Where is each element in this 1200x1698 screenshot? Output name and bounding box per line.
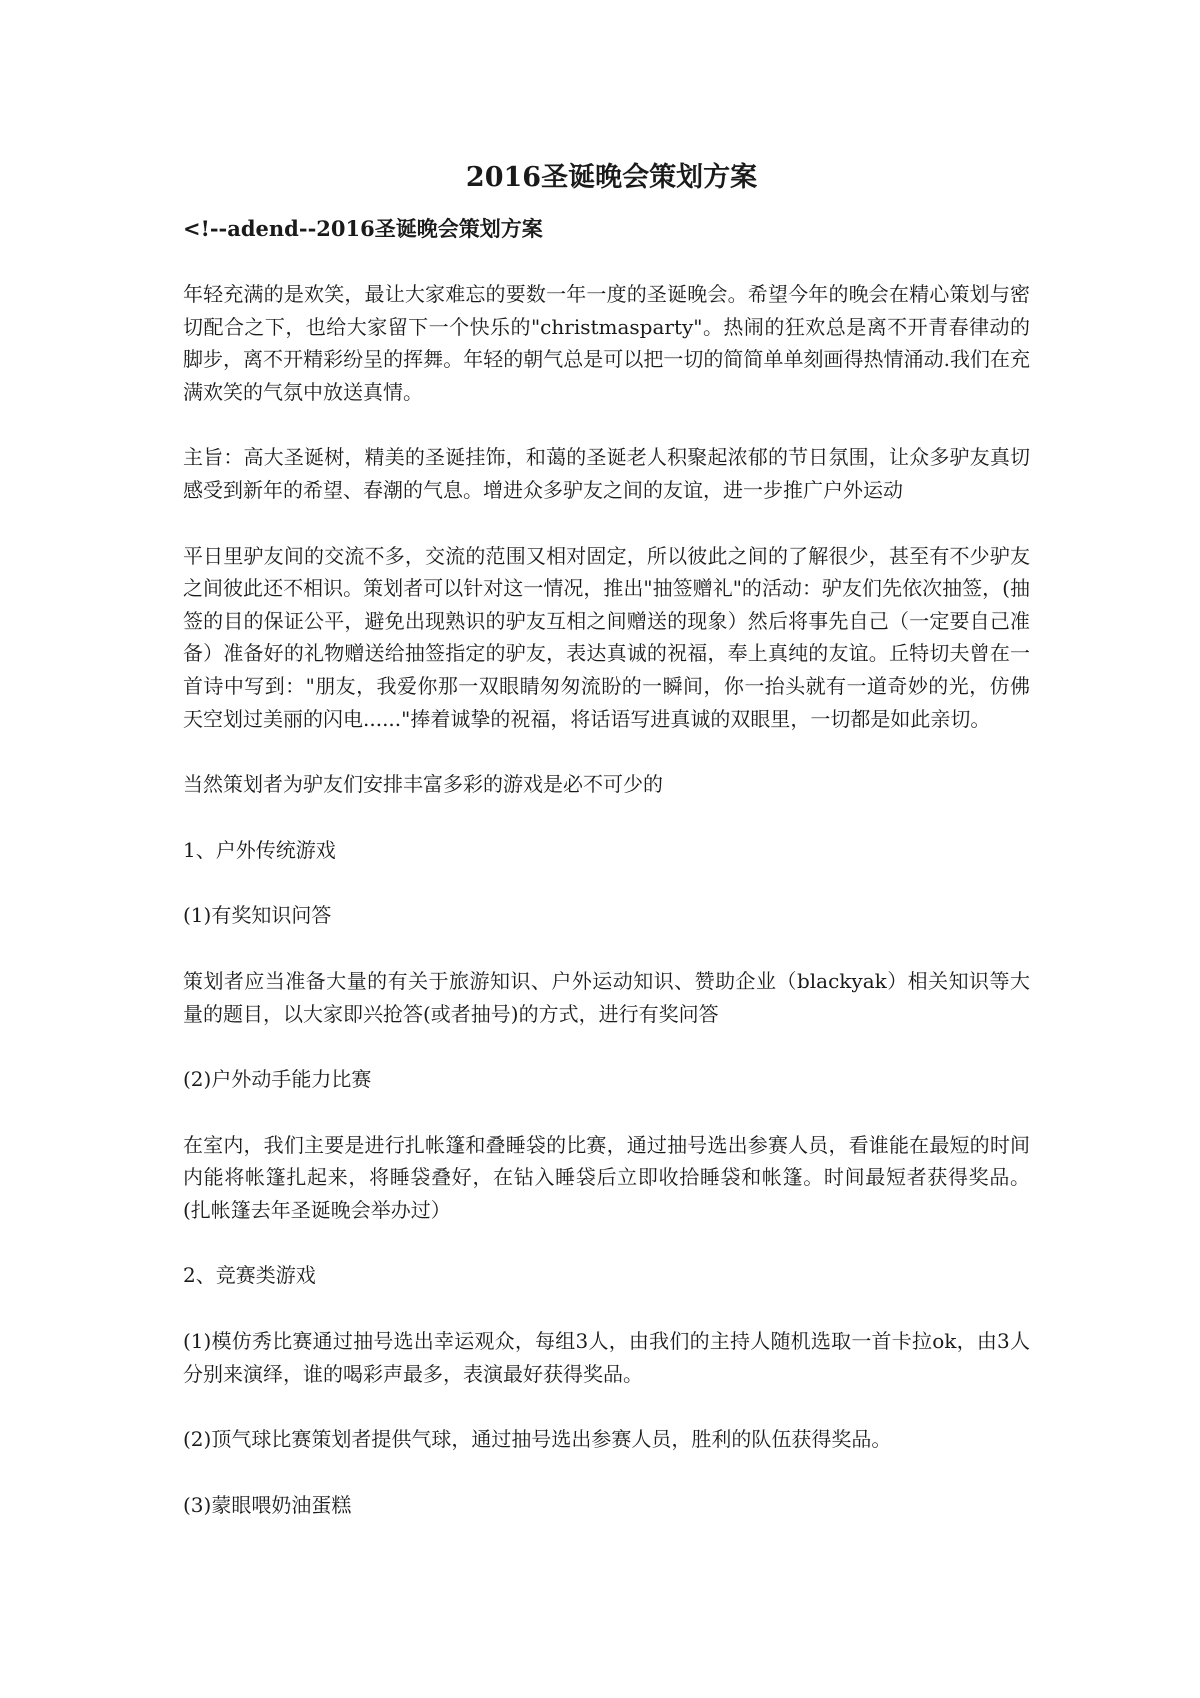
document-subtitle: <!--adend--2016圣诞晚会策划方案 xyxy=(183,216,543,241)
paragraph-quiz: 策划者应当准备大量的有关于旅游知识、户外运动知识、赞助企业（blackyak）相关知识等大量的题目，以大家即兴抢答(或者抽号)的方式，进行有奖问答 xyxy=(183,968,1030,1026)
section-heading-competition-games: 2、竞赛类游戏 xyxy=(183,1263,316,1288)
paragraph-hands-on: 在室内，我们主要是进行扎帐篷和叠睡袋的比赛，通过抽号选出参赛人员，看谁能在最短的时间内能将帐篷扎起来，将睡袋叠好，在钻入睡袋后立即收拾睡袋和帐篷。时间最短者获得奖品。(扎帐篷去年圣诞晚会举办过） xyxy=(183,1132,1030,1222)
paragraph-blindfold-cake: (3)蒙眼喂奶油蛋糕 xyxy=(183,1492,352,1517)
paragraph-games-intro: 当然策划者为驴友们安排丰富多彩的游戏是必不可少的 xyxy=(183,772,663,797)
document-title: 2016圣诞晚会策划方案 xyxy=(465,162,758,193)
subsection-heading-hands-on: (2)户外动手能力比赛 xyxy=(183,1067,372,1092)
paragraph-theme: 主旨：高大圣诞树，精美的圣诞挂饰，和蔼的圣诞老人积聚起浓郁的节日氛围，让众多驴友真切感受到新年的希望、春潮的气息。增进众多驴友之间的友谊，进一步推广户外运动 xyxy=(183,445,1030,502)
section-heading-outdoor-games: 1、户外传统游戏 xyxy=(183,837,336,862)
paragraph-imitation-show: (1)模仿秀比赛通过抽号选出幸运观众，每组3人，由我们的主持人随机选取一首卡拉ok，由3人分别来演绎，谁的喝彩声最多，表演最好获得奖品。 xyxy=(183,1329,1030,1386)
paragraph-gift-exchange: 平日里驴友间的交流不多，交流的范围又相对固定，所以彼此之间的了解很少，甚至有不少驴友之间彼此还不相识。策划者可以针对这一情况，推出"抽签赠礼"的活动：驴友们先依次抽签，(抽签的目的保证公平，避免出现熟识的驴友互相之间赠送的现象）然后将事先自己（一定要自己准备）准备好的礼物赠送给抽签指定的驴友，表达真诚的祝福，奉上真纯的友谊。丘特切夫曾在一首诗中写到："朋友，我爱你那一双眼睛匆匆流盼的一瞬间，你一抬头就有一道奇妙的光，仿佛天空划过美丽的闪电......"捧着诚挚的祝福，将话语写进真诚的双眼里，一切都是如此亲切。 xyxy=(183,543,1030,731)
subsection-heading-quiz: (1)有奖知识问答 xyxy=(183,903,332,928)
paragraph-intro: 年轻充满的是欢笑，最让大家难忘的要数一年一度的圣诞晚会。希望今年的晚会在精心策划与密切配合之下，也给大家留下一个快乐的"christmasparty"。热闹的狂欢总是离不开青春律动的脚步，离不开精彩纷呈的挥舞。年轻的朝气总是可以把一切的简简单单刻画得热情涌动.我们在充满欢笑的气氛中放送真情。 xyxy=(183,282,1030,404)
paragraph-balloon-game: (2)顶气球比赛策划者提供气球，通过抽号选出参赛人员，胜利的队伍获得奖品。 xyxy=(183,1427,892,1452)
